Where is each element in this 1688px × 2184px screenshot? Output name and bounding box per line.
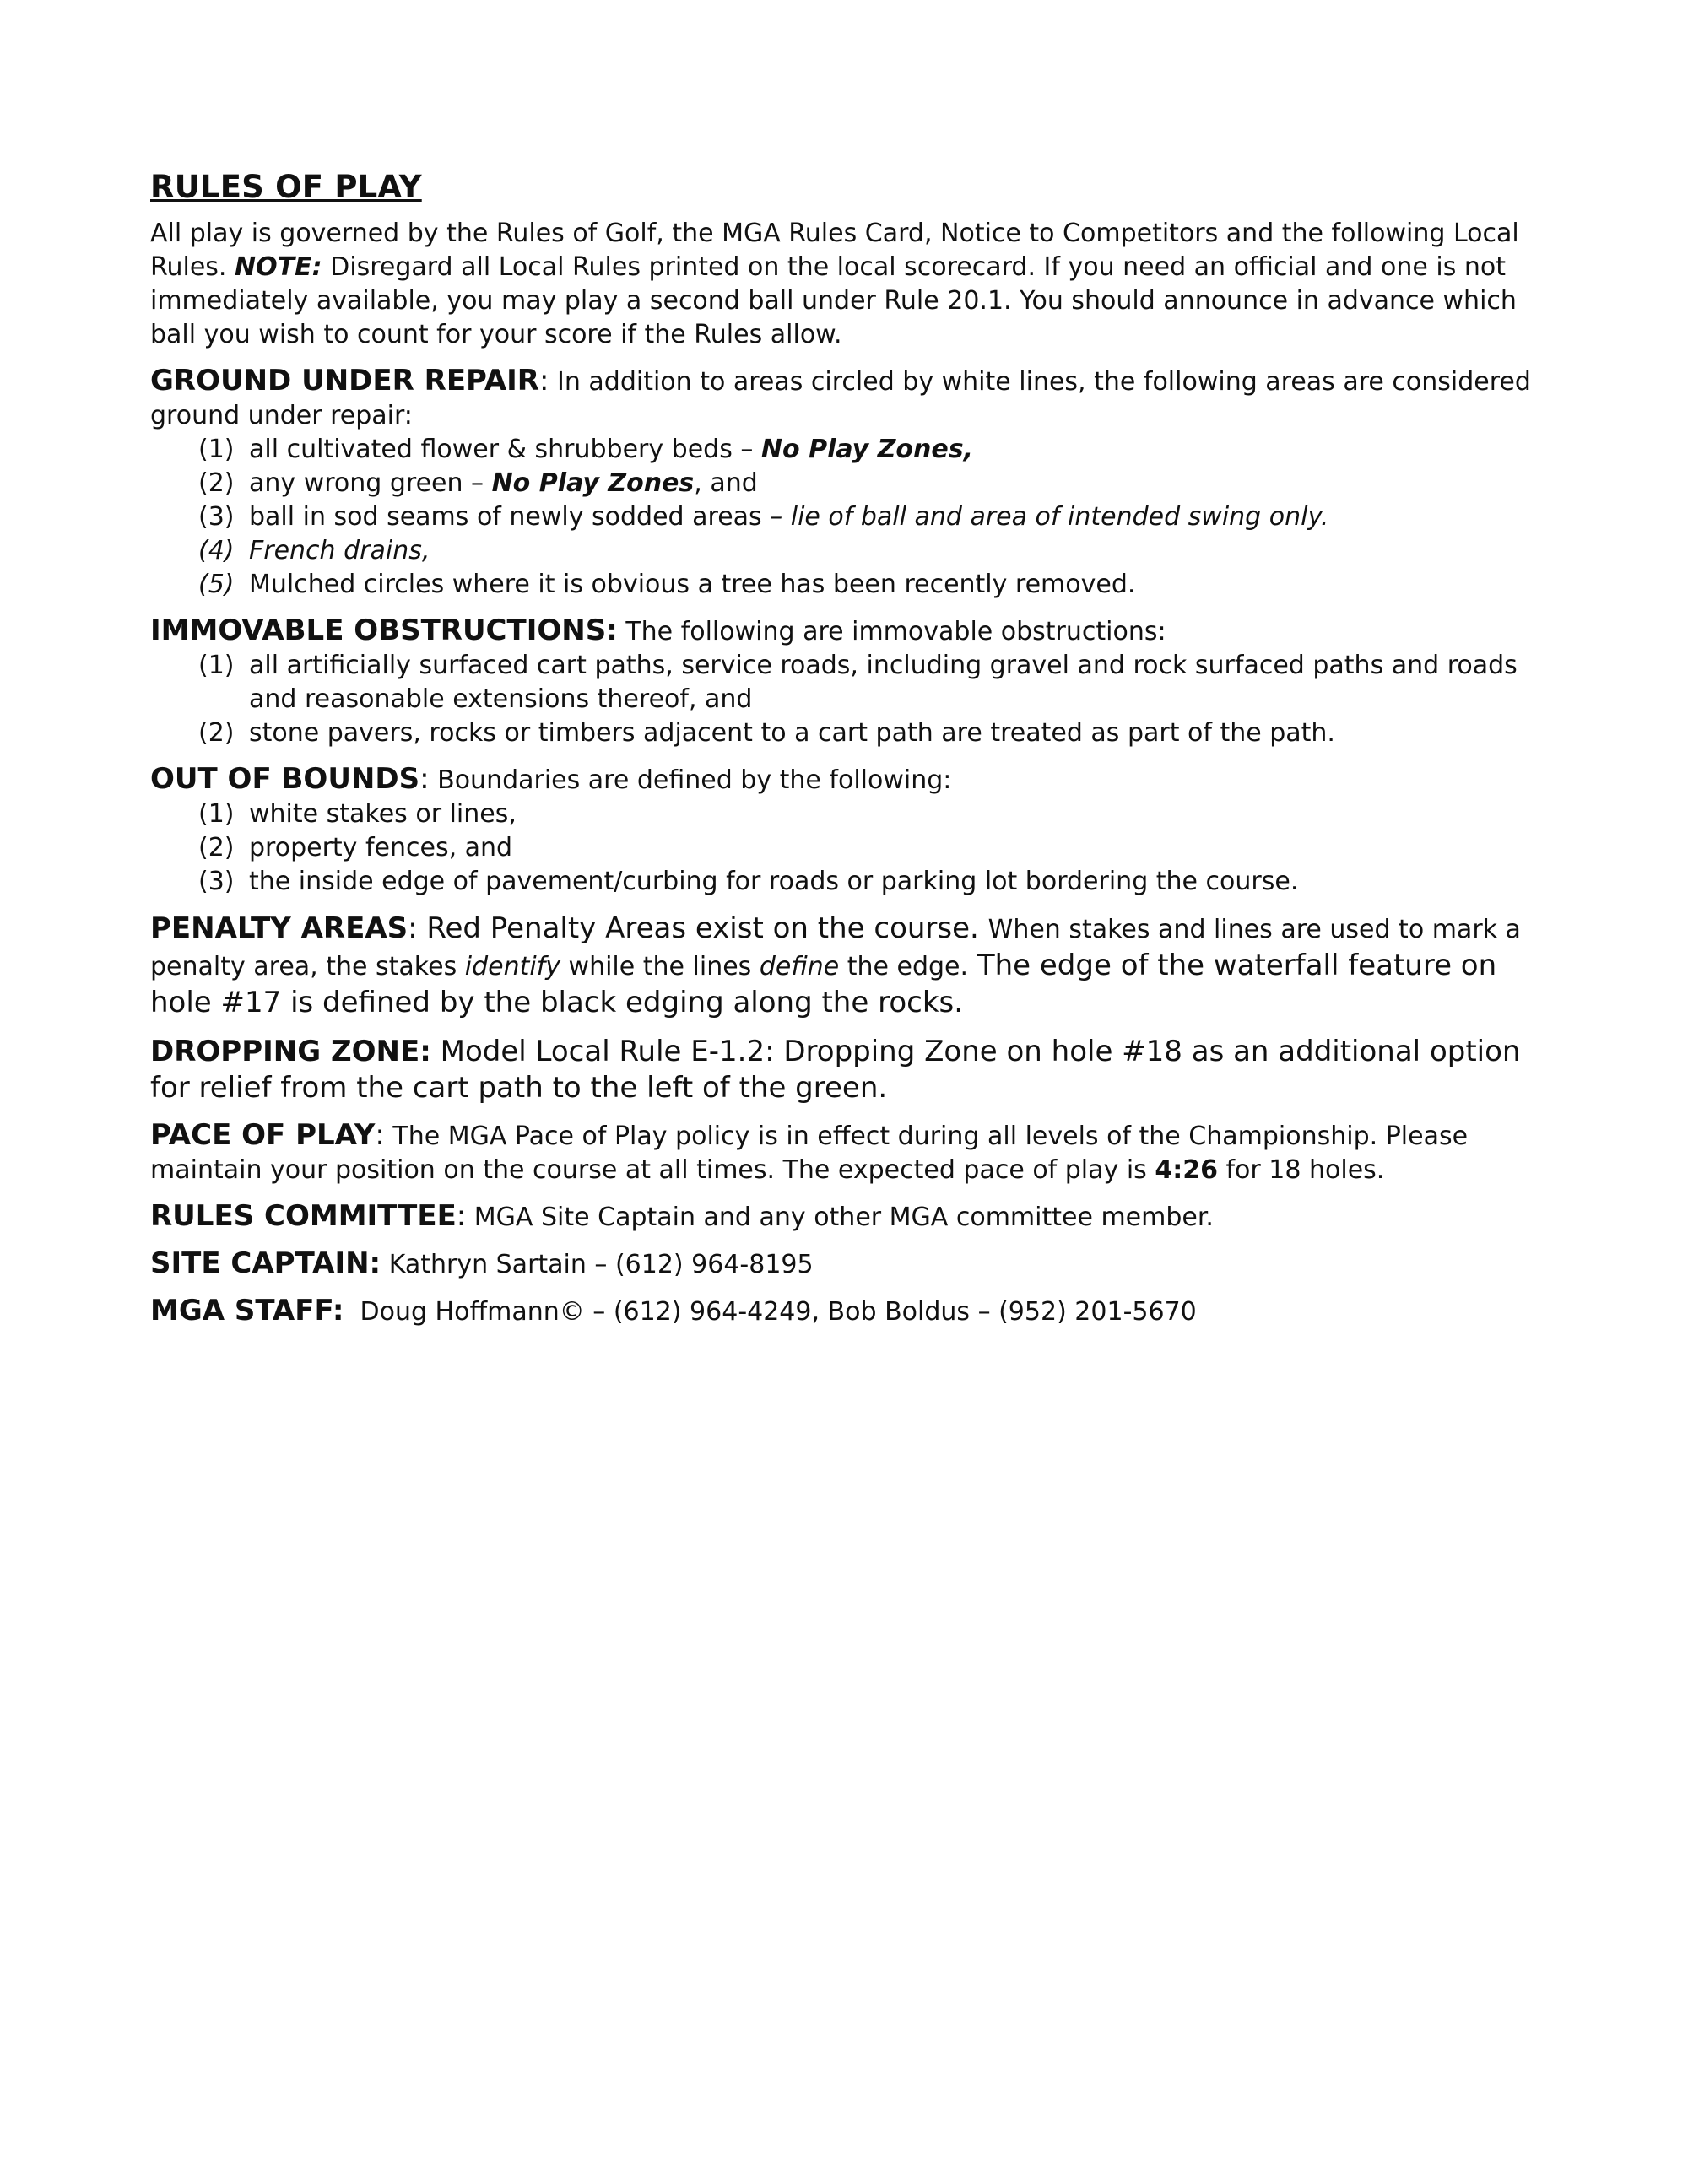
penalty-heading: PENALTY AREAS: [150, 911, 408, 945]
list-item: (5) Mulched circles where it is obvious a tree has been recently removed.: [150, 568, 1534, 602]
intro-paragraph: [150, 217, 1534, 352]
penalty-text-big-2: The edge of the waterfall feature on hole #17 is defined by the black edging along the rocks.: [150, 949, 1497, 1019]
list-number: (2): [198, 833, 235, 862]
section-site-captain: [150, 1246, 1534, 1282]
page-title: RULES OF PLAY: [150, 169, 422, 205]
dropping-heading: DROPPING ZONE:: [150, 1035, 431, 1068]
pace-heading: PACE OF PLAY: [150, 1118, 376, 1152]
oob-heading: OUT OF BOUNDS: [150, 762, 420, 796]
gur-intro: In addition to areas circled by white lines, the following areas are considered ground under repair:: [150, 367, 1531, 430]
captain-text: Kathryn Sartain – (612) 964-8195: [381, 1250, 814, 1279]
list-number: (2): [198, 468, 235, 498]
list-item: (3) the inside edge of pavement/curbing for roads or parking lot bordering the course.: [150, 865, 1534, 899]
pace-text-1: The MGA Pace of Play policy is in effect during all levels of the Championship. Please maintain your position on the course at all times. The expected pace of play is: [150, 1122, 1469, 1185]
dropping-text: Model Local Rule E-1.2: Dropping Zone on hole #18 as an additional option for relief from the cart path to the left of the green.: [150, 1035, 1521, 1105]
immovable-intro: The following are immovable obstructions:: [617, 617, 1166, 646]
penalty-text-1: When stakes and lines are used to mark a penalty area, the stakes: [150, 915, 1521, 981]
list-number: (4): [198, 536, 235, 565]
pace-text-2: for 18 holes.: [1217, 1155, 1385, 1185]
list-item: (4) French drains,: [150, 534, 1534, 568]
section-out-of-bounds: OUT OF BOUNDS: Boundaries are defined by the following: (1) white stakes or lines, (2) property fences, and (3) the inside edge of pavement/curbing for roads or parking lot bordering the course.: [150, 762, 1534, 899]
note-label: NOTE:: [235, 252, 322, 282]
penalty-identify: identify: [464, 952, 560, 981]
section-pace-of-play: PACE OF PLAY: The MGA Pace of Play policy is in effect during all levels of the Championship. Please maintain your position on the course at all times. The expected pace of play is 4:26 for 18 holes.: [150, 1118, 1469, 1185]
list-number: (3): [198, 867, 235, 896]
list-item: (1) all cultivated flower & shrubbery beds – No Play Zones,: [150, 433, 1534, 467]
penalty-text-big-1: Red Penalty Areas exist on the course.: [417, 911, 988, 945]
oob-intro: Boundaries are defined by the following:: [429, 765, 952, 795]
list-item: (3) ball in sod seams of newly sodded areas – lie of ball and area of intended swing only.: [150, 500, 1534, 534]
captain-heading: SITE CAPTAIN:: [150, 1246, 381, 1280]
committee-heading: RULES COMMITTEE: [150, 1199, 457, 1233]
penalty-define: define: [759, 952, 840, 981]
immovable-heading: IMMOVABLE OBSTRUCTIONS:: [150, 614, 618, 647]
gur-heading: GROUND UNDER REPAIR: [150, 364, 539, 397]
gur-list: [150, 433, 1534, 602]
intro-text-2: Disregard all Local Rules printed on the local scorecard. If you need an official and one is not immediately available, you may play a second ball under Rule 20.1. You should announce in advance which ball you wish to count for your score if the Rules allow.: [150, 252, 1517, 349]
oob-list: [150, 797, 1534, 899]
list-item: (2) stone pavers, rocks or timbers adjacent to a cart path are treated as part of the path.: [150, 716, 1534, 750]
section-penalty-areas: PENALTY AREAS: Red Penalty Areas exist on the course. When stakes and lines are used to mark a penalty area, the stakes identify while the lines define the edge. The edge of the waterfall feature on hole #17 is defined by the black edging along the rocks.: [150, 911, 1521, 1019]
list-number: (1): [198, 799, 235, 829]
section-dropping-zone: [150, 1034, 1534, 1106]
list-item: (1) white stakes or lines,: [150, 797, 1534, 831]
list-number: (2): [198, 718, 235, 748]
committee-text: MGA Site Captain and any other MGA committee member.: [466, 1203, 1214, 1232]
staff-heading: MGA STAFF:: [150, 1294, 344, 1327]
list-number: (3): [198, 502, 235, 532]
section-immovable-obstructions: [150, 614, 1534, 750]
staff-text: Doug Hoffmann© – (612) 964-4249, Bob Boldus – (952) 201-5670: [344, 1297, 1197, 1327]
list-item: (1) all artificially surfaced cart paths, service roads, including gravel and rock surfaced paths and roads and reasonable extensions thereof, and: [150, 649, 1534, 716]
intro-text-1: All play is governed by the Rules of Golf, the MGA Rules Card, Notice to Competitors and the following Local Rules.: [150, 219, 1519, 282]
pace-time: 4:26: [1155, 1155, 1218, 1185]
section-mga-staff: [150, 1294, 1534, 1329]
document-page: [150, 169, 1534, 1329]
list-number: (1): [198, 651, 235, 680]
list-number: (5): [198, 570, 235, 599]
list-item: (2) property fences, and: [150, 831, 1534, 865]
list-item: (2) any wrong green – No Play Zones, and: [150, 467, 1534, 500]
section-ground-under-repair: GROUND UNDER REPAIR: In addition to areas circled by white lines, the following areas are considered ground under repair: (1) all cultivated flower & shrubbery beds – No Play Zones, (2) any wrong green – No Play Zones, and (3) ball in sod seams of newly sodded areas – lie of ball and area of intended swing only. (4) French drains, (5) Mulched circles where it is obvious a tree has been recently removed.: [150, 364, 1534, 602]
section-rules-committee: RULES COMMITTEE: MGA Site Captain and any other MGA committee member.: [150, 1199, 1214, 1233]
list-number: (1): [198, 435, 235, 464]
immovable-list: [150, 649, 1534, 750]
